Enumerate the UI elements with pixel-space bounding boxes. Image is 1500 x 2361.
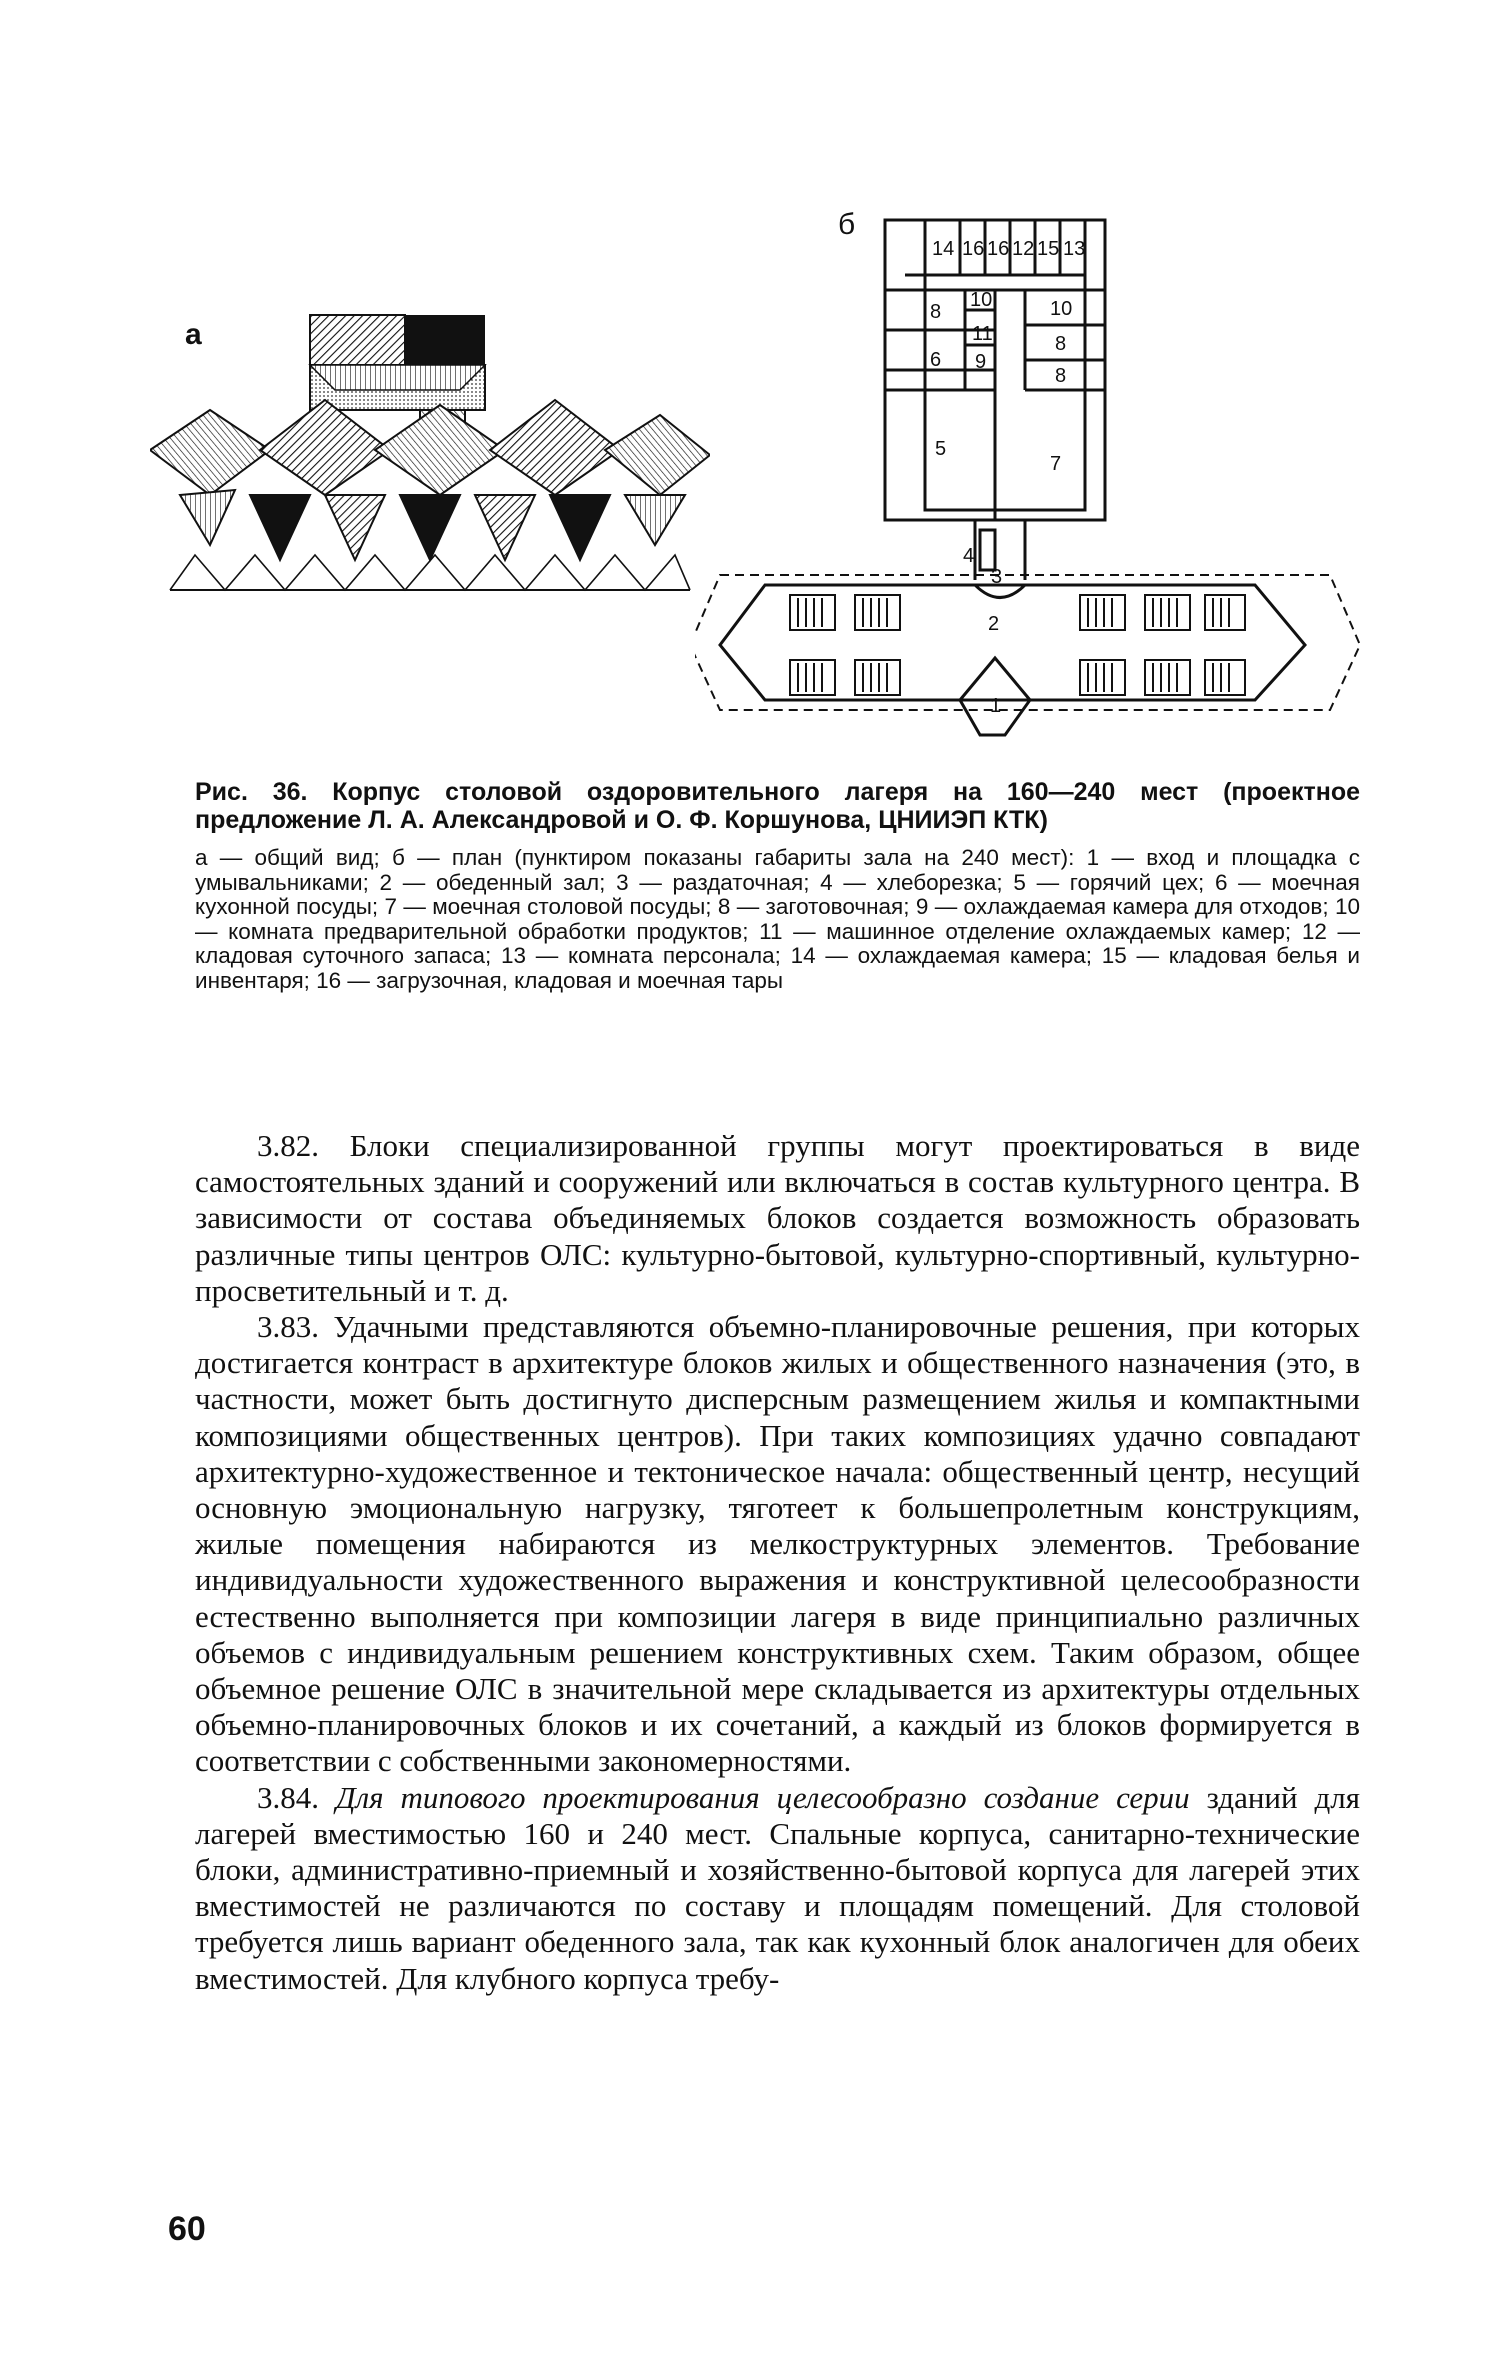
plan-room-9: 9 — [975, 351, 987, 373]
hall-base — [170, 555, 690, 590]
figure-label-b: б — [838, 208, 856, 241]
plan-room-11: 11 — [972, 323, 993, 345]
caption-legend: а — общий вид; б — план (пунктиром показаны габариты зала на 240 мест): 1 — вход и площадка с умывальниками; 2 — обеденный зал; 3 — раздаточная; 4 — хлеборезка; 5 — горячий цех; 6 — моечная кухонной посуды; 7 — моечная столовой посуды; 8 — заготовочная; 9 — охлаждаемая камера для отходов; 10 — комната предварительной обработки продуктов; 11 — машинное отделение охлаждаемых камер; 12 — кладовая суточного запаса; 13 — комната персонала; 14 — охлаждаемая камера; 15 — кладовая белья и инвентаря; 16 — загрузочная, кладовая и моечная тары — [195, 845, 1360, 993]
plan-room-7: 7 — [1050, 453, 1062, 475]
plan-room-1: 1 — [990, 695, 1002, 717]
plan-room-6: 6 — [930, 349, 942, 371]
plan-room-16b: 16 — [987, 238, 1010, 260]
plan-room-8c: 8 — [1055, 365, 1067, 387]
page-number: 60 — [168, 2210, 206, 2248]
paragraph-3-84-number: 3.84. — [257, 1779, 319, 1815]
figure-caption — [195, 778, 1360, 993]
kitchen-roof — [310, 365, 485, 390]
plan-room-12: 12 — [1012, 238, 1035, 260]
figure-label-a: а — [185, 318, 202, 351]
plan-room-10a: 10 — [970, 289, 993, 311]
hall-roof — [150, 400, 710, 560]
body-text — [195, 1128, 1360, 1997]
caption-title: Рис. 36. Корпус столовой оздоровительного лагеря на 160—240 мест (проектное предложение Л. А. Александровой и О. Ф. Коршунова, ЦНИИЭП КТК) — [195, 778, 1360, 834]
figure-general-view — [150, 290, 710, 650]
kitchen-block-top — [310, 315, 405, 365]
plan-room-4: 4 — [963, 545, 975, 567]
paragraph-3-83: 3.83. Удачными представляются объемно-планировочные решения, при которых достигается контраст в архитектуре блоков жилых и общественного назначения (это, в частности, может быть достигнуто дисперсным размещением жилья и компактными композициями общественных центров). При таких композициях удачно совпадают архитектурно-художественное и тектоническое начала: общественный центр, несущий основную эмоциональную нагрузку, тяготеет к большепролетным конструкциям, жилые помещения набираются из мелкоструктурных элементов. Требование индивидуальности художественного выражения и конструктивной целесообразности естественно выполняется при композиции лагеря в виде принципиально различных объемов с индивидуальным решением конструктивных схем. Таким образом, общее объемное решение ОЛС в значительной мере складывается из архитектуры отдельных объемно-планировочных блоков и их сочетаний, а каждый из блоков формируется в соответствии с собственными закономерностями. — [195, 1309, 1360, 1779]
plan-room-16a: 16 — [962, 238, 985, 260]
plan-room-3: 3 — [991, 566, 1003, 588]
paragraph-3-84-italic: Для типового проектирования целесообразно создание серии — [335, 1779, 1190, 1815]
plan-room-8a: 8 — [930, 301, 942, 323]
plan-room-5: 5 — [935, 438, 947, 460]
plan-walls — [885, 220, 1105, 580]
plan-room-2: 2 — [988, 613, 1000, 635]
plan-room-15: 15 — [1037, 238, 1060, 260]
plan-room-13: 13 — [1063, 238, 1086, 260]
kitchen-block-top-dark — [405, 315, 485, 365]
paragraph-3-82: 3.82. Блоки специализированной группы могут проектироваться в виде самостоятельных зданий и сооружений или включаться в состав культурного центра. В зависимости от состава объединяемых блоков создается возможность образовать различные типы центров ОЛС: культурно-бытовой, культурно-спортивный, культурно-просветительный и т. д. — [195, 1128, 1360, 1308]
paragraph-3-84-rest: зданий для лагерей вместимостью 160 и 240 мест. Спальные корпуса, санитарно-технические блоки, административно-приемный и хозяйственно-бытовой корпуса для лагерей этих вместимостей не различаются по составу и площадям помещений. Для столовой требуется лишь вариант обеденного зала, так как кухонный блок аналогичен для обеих вместимостей. Для клубного корпуса требу- — [195, 1779, 1361, 1996]
plan-room-8b: 8 — [1055, 333, 1067, 355]
figure-plan — [695, 200, 1360, 760]
plan-room-10b: 10 — [1050, 298, 1073, 320]
plan-room-14: 14 — [932, 238, 955, 260]
paragraph-3-84 — [195, 1780, 1360, 1997]
